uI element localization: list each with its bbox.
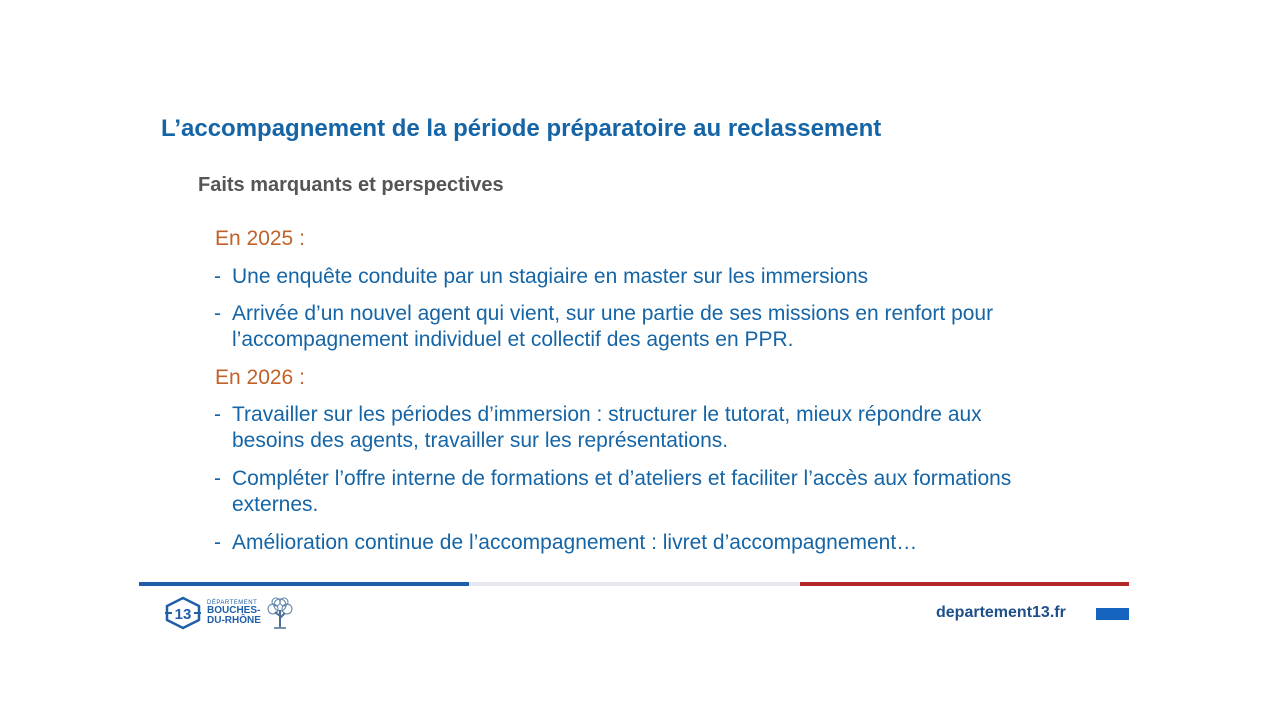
footer-rule-red [800, 582, 1129, 586]
year-heading-2025: En 2025 : [215, 227, 305, 250]
olive-tree-icon [263, 596, 297, 630]
slide-title: L’accompagnement de la période préparatoire au reclassement [161, 115, 882, 142]
slide-subtitle: Faits marquants et perspectives [198, 174, 504, 196]
bullet-text: Compléter l’offre interne de formations et d’ateliers et faciliter l’accès aux formations externes. [232, 467, 1012, 516]
footer-rule-blue [139, 582, 469, 586]
departement-13-emblem-icon [163, 596, 203, 630]
bullet-dash: - [214, 302, 221, 325]
bullet-dash: - [214, 403, 221, 426]
bullet-item [214, 466, 1054, 518]
logo-line-2: DU-RHÔNE [207, 615, 261, 626]
bullet-text: Arrivée d’un nouvel agent qui vient, sur une partie de ses missions en renfort pour l’accompagnement individuel et collectif des agents en PPR. [232, 302, 994, 351]
bullet-item [214, 264, 1054, 290]
departement-logo [163, 595, 315, 631]
year-heading-2026: En 2026 : [215, 366, 305, 389]
bullet-text: Une enquête conduite par un stagiaire en master sur les immersions [232, 265, 869, 288]
bullet-dash: - [214, 531, 221, 554]
bullet-text: Travailler sur les périodes d’immersion : structurer le tutorat, mieux répondre aux besoins des agents, travailler sur les représentations. [232, 403, 982, 452]
logo-wordmark [207, 600, 261, 626]
bullet-item [214, 301, 1054, 353]
site-url: departement13.fr [936, 604, 1066, 621]
bullet-item [214, 402, 1054, 454]
bullet-item [214, 530, 1054, 556]
url-accent-bar [1096, 608, 1129, 620]
logo-mark-number: 13 [174, 606, 192, 623]
logo-line-1: BOUCHES- [207, 605, 261, 616]
footer-rule-white [469, 582, 800, 586]
bullet-dash: - [214, 265, 221, 288]
bullet-dash: - [214, 467, 221, 490]
logo-small-text: DÉPARTEMENT [207, 600, 258, 606]
bullet-text: Amélioration continue de l’accompagnement : livret d’accompagnement… [232, 531, 918, 554]
